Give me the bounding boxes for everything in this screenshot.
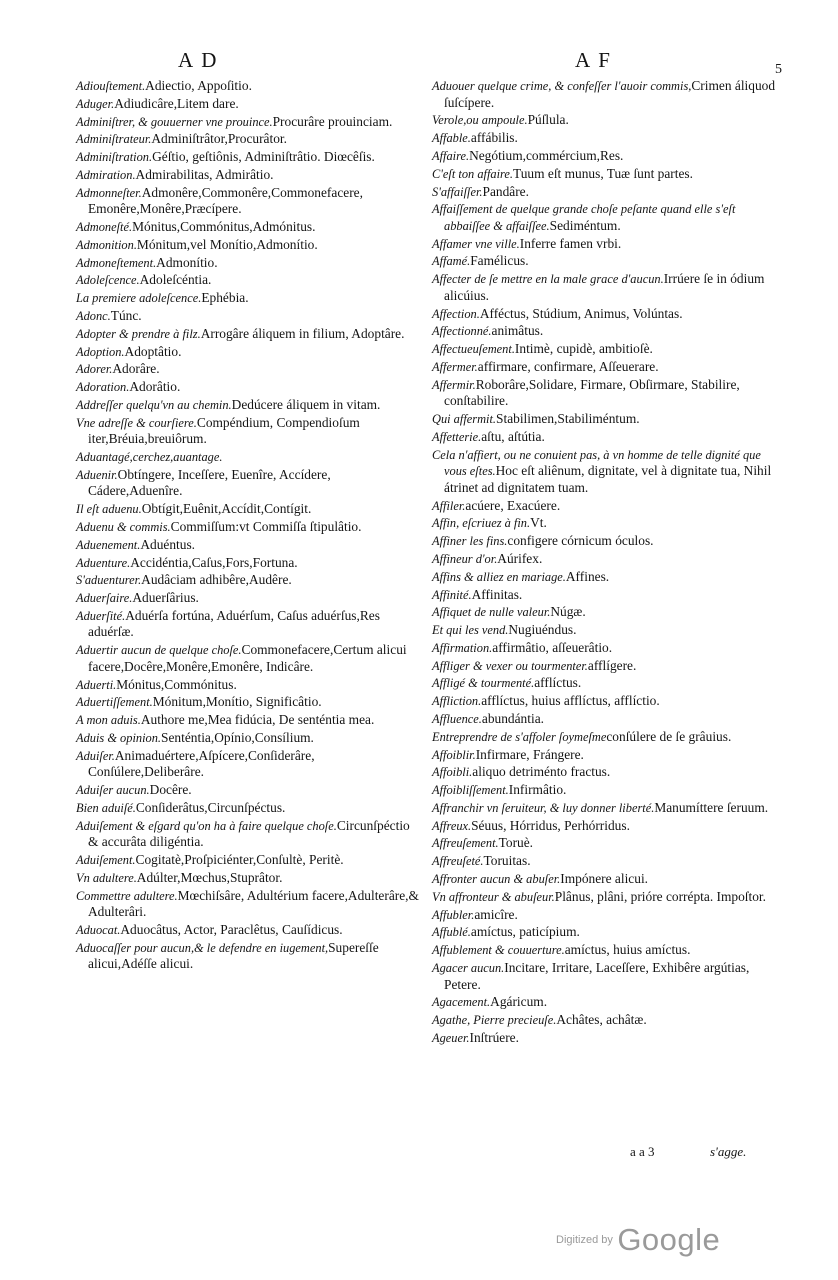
entry-translation: Géſtio, geſtiônis, Adminiſtrâtio. Diœcêſis. (152, 149, 375, 165)
dictionary-entry (432, 622, 782, 639)
entry-headword: Aduiſer. (76, 748, 115, 763)
dictionary-entry (432, 377, 782, 410)
catchword: s'agge. (710, 1144, 747, 1159)
entry-translation: Afféctus, Stúdium, Animus, Volúntas. (479, 305, 683, 321)
entry-translation: Arrogâre áliquem in filium, Adoptâre. (200, 325, 405, 341)
dictionary-entry (76, 537, 422, 554)
dictionary-entry (432, 166, 782, 183)
entry-translation: Aúrifex. (497, 550, 543, 566)
entry-translation: Aduocâtus, Actor, Paraclêtus, Cauſídicus. (120, 922, 343, 937)
dictionary-entry (432, 835, 782, 852)
entry-headword: Affoibliſſement. (432, 783, 509, 798)
entry-translation: Admonêre,Commonêre,Commonefacere, Emonêre,Monêre,Præcípere. (88, 184, 363, 217)
dictionary-entry (432, 889, 782, 906)
entry-translation: Plânus, plâni, prióre corrépta. Impoſtor. (554, 888, 766, 904)
entry-headword: Affluence. (432, 712, 482, 726)
entry-translation: Mónitus,Commónitus,Admónitus. (132, 219, 316, 235)
dictionary-entry (76, 922, 422, 939)
entry-translation: Mónitum,Monítio, Significâtio. (152, 694, 322, 710)
dictionary-entry (432, 130, 782, 147)
entry-headword: Adonc. (76, 308, 111, 323)
dictionary-entry (76, 782, 422, 799)
entry-translation: Famélicus. (470, 253, 529, 269)
entry-headword: Aduocat. (76, 923, 121, 937)
entry-headword: Agacer aucun. (432, 960, 505, 975)
entry-headword: Adopter & prendre à filz. (76, 326, 201, 341)
dictionary-entry (76, 888, 422, 921)
entry-headword: Aduis & opinion. (76, 730, 162, 745)
entry-headword: Affreuſement. (432, 836, 499, 851)
entry-translation: Impónere alicui. (560, 871, 649, 887)
dictionary-entry (432, 640, 782, 657)
entry-translation: Procurâre prouinciam. (272, 113, 393, 129)
entry-headword: Affliction. (432, 694, 482, 709)
entry-headword: Cela n'affiert, ou ne conuient pas, à vn homme de telle dignité que vous eſtes. (432, 447, 761, 479)
dictionary-entry (76, 272, 422, 289)
entry-headword: La premiere adoleſcence. (76, 291, 202, 306)
entry-headword: Verole,ou ampoule. (432, 113, 528, 128)
dictionary-entry (76, 114, 422, 131)
right-column (432, 78, 782, 1048)
entry-headword: Affineur d'or. (432, 551, 498, 566)
entry-translation: Conſiderâtus,Circunſpéctus. (135, 799, 286, 815)
entry-translation: Dedúcere áliquem in vitam. (231, 396, 381, 412)
dictionary-entry (76, 379, 422, 396)
dictionary-entry (432, 994, 782, 1011)
entry-translation: Ephébia. (201, 290, 249, 306)
entry-translation: Manumíttere ſeruum. (654, 799, 769, 815)
dictionary-entry (76, 572, 422, 589)
entry-headword: Affetterie. (432, 429, 482, 444)
entry-translation: acúere, Exacúere. (465, 497, 561, 513)
entry-headword: Bien aduiſé. (76, 800, 136, 815)
entry-headword: Affreux. (432, 818, 472, 833)
dictionary-entry (76, 940, 422, 973)
entry-headword: Ageuer. (432, 1030, 470, 1045)
dictionary-entry (76, 219, 422, 236)
dictionary-entry (76, 694, 422, 711)
dictionary-entry (432, 729, 782, 746)
entry-translation: Toruè. (498, 835, 534, 851)
entry-translation: Adiectio, Appoſitio. (145, 78, 252, 93)
entry-headword: Admonition. (76, 237, 137, 252)
entry-headword: Affliger & vexer ou tourmenter. (432, 658, 588, 673)
entry-translation: animâtus. (491, 323, 544, 339)
entry-translation: afflígere. (587, 657, 637, 673)
entry-translation: Inſtrúere. (469, 1029, 519, 1045)
dictionary-entry (76, 96, 422, 113)
dictionary-entry (76, 642, 422, 675)
dictionary-entry (76, 149, 422, 166)
dictionary-entry (432, 853, 782, 870)
entry-translation: affirmare, confirmare, Aſſeuerare. (477, 358, 659, 374)
dictionary-entry (76, 255, 422, 272)
dictionary-entry (432, 184, 782, 201)
dictionary-entry (76, 308, 422, 325)
digitization-watermark (556, 1222, 720, 1262)
entry-translation: Adúlter,Mœchus,Stuprâtor. (136, 869, 283, 885)
dictionary-entry (76, 78, 422, 95)
dictionary-entry (76, 870, 422, 887)
entry-headword: Affins & alliez en mariage. (432, 569, 566, 584)
entry-headword: Affinité. (432, 587, 472, 602)
dictionary-entry (76, 677, 422, 694)
entry-headword: Et qui les vend. (432, 623, 509, 638)
dictionary-entry (432, 711, 782, 728)
entry-translation: Roborâre,Solidare, Firmare, Obſirmare, Stabilire, conſtabilire. (444, 376, 740, 409)
google-logo: Google (617, 1222, 721, 1257)
entry-headword: Admonneſter. (76, 185, 142, 200)
entry-translation: Intimè, cupidè, ambitioſè. (514, 341, 653, 357)
entry-translation: amíctus, huius amíctus. (564, 942, 691, 958)
header-letters-left: A D (178, 48, 219, 72)
entry-translation: Authore me,Mea fidúcia, De senténtia mea. (140, 712, 375, 728)
entry-headword: Aduertiſſement. (76, 695, 153, 710)
dictionary-entry (432, 201, 782, 234)
entry-headword: Affection. (432, 306, 480, 321)
dictionary-entry (76, 326, 422, 343)
entry-translation: amíctus, paticípium. (470, 924, 580, 940)
entry-translation: Achâtes, achâtæ. (556, 1012, 647, 1028)
dictionary-entry (432, 1012, 782, 1029)
entry-headword: Adminiſtration. (76, 150, 153, 165)
entry-translation: amicîre. (474, 906, 518, 922)
dictionary-entry (76, 397, 422, 414)
entry-translation: affirmâtio, aſſeuerâtio. (492, 639, 613, 655)
entry-translation: Adminiſtrâtor,Procurâtor. (151, 131, 287, 147)
dictionary-entry (76, 730, 422, 747)
dictionary-entry (432, 306, 782, 323)
entry-translation: Tuum eſt munus, Tuæ ſunt partes. (513, 165, 693, 181)
dictionary-entry (432, 782, 782, 799)
entry-translation: Toruitas. (483, 853, 531, 869)
dictionary-entry (432, 78, 782, 111)
header-letters-right: A F (575, 48, 612, 72)
dictionary-entry (432, 942, 782, 959)
dictionary-entry (76, 608, 422, 641)
entry-translation: aſtu, aſtútia. (481, 428, 545, 444)
entry-headword: Affaiſſement de quelque grande choſe peſante quand elle s'eſt abbaiſſee & affaiſſee. (432, 202, 736, 233)
dictionary-entry (432, 359, 782, 376)
entry-headword: Affublement & couuerture. (432, 943, 565, 958)
dictionary-entry (432, 604, 782, 621)
entry-translation: Aduérſa fortúna, Aduérſum, Caſus aduérſus,Res aduérſæ. (88, 607, 380, 640)
entry-translation: conſúlere de ſe grâuius. (606, 728, 732, 744)
entry-translation: Stabilimen,Stabiliméntum. (496, 411, 640, 427)
entry-translation: Circunſpéctio & accurâta diligéntia. (88, 817, 410, 850)
dictionary-entry (432, 447, 782, 497)
entry-headword: Admoneſtement. (76, 255, 157, 270)
entry-translation: configere córnicum óculos. (507, 533, 654, 549)
entry-headword: Aduertir aucun de quelque choſe. (76, 643, 242, 658)
dictionary-entry (76, 748, 422, 781)
dictionary-entry (432, 924, 782, 941)
entry-headword: Il eſt aduenu. (76, 502, 142, 517)
dictionary-entry (432, 148, 782, 165)
entry-headword: Affiner les fins. (432, 534, 508, 549)
entry-headword: Aduerſaire. (76, 591, 133, 606)
entry-translation: abundántia. (481, 711, 544, 726)
entry-translation: Infirmâtio. (508, 782, 567, 798)
entry-headword: Affirmation. (432, 640, 493, 655)
dictionary-entry (432, 675, 782, 692)
entry-headword: Affamé. (432, 254, 471, 269)
entry-translation: Audâciam adhibêre,Audêre. (141, 572, 292, 588)
dictionary-entry (432, 515, 782, 532)
running-header (0, 48, 838, 77)
dictionary-entry (76, 415, 422, 448)
entry-translation: Adorâtio. (129, 379, 181, 395)
entry-translation: Adoleſcéntia. (139, 272, 212, 288)
dictionary-entry (432, 800, 782, 817)
entry-translation: afflíctus, huius afflíctus, afflíctio. (481, 693, 660, 709)
entry-translation: Affinitas. (471, 586, 523, 602)
entry-translation: affábilis. (470, 130, 518, 146)
entry-translation: Admirabilitas, Admirâtio. (135, 166, 274, 182)
entry-headword: Vn affronteur & abuſeur. (432, 889, 555, 904)
entry-translation: Núgæ. (550, 604, 586, 620)
entry-headword: Aduocaſſer pour aucun,& le defendre en iugement, (76, 940, 329, 955)
entry-translation: Aduéntus. (140, 536, 196, 552)
entry-translation: Docêre. (149, 782, 192, 798)
entry-translation: afflíctus. (534, 675, 582, 691)
dictionary-entry (76, 361, 422, 378)
dictionary-entry (432, 1030, 782, 1047)
entry-headword: Aduerti. (76, 677, 117, 692)
entry-headword: Affoibli. (432, 765, 473, 780)
entry-translation: Séuus, Hórridus, Perhórridus. (471, 817, 630, 833)
entry-translation: Crimen áliquod ſuſcípere. (444, 78, 776, 110)
entry-translation: Cogitatè,Proſpiciénter,Conſultè, Peritè. (135, 852, 344, 868)
dictionary-entry (432, 658, 782, 675)
dictionary-entry (432, 411, 782, 428)
entry-translation: Commiſſum:vt Commiſſa ſtipulâtio. (170, 518, 362, 534)
entry-translation: Accidéntia,Caſus,Fors,Fortuna. (130, 554, 298, 570)
entry-headword: Adoleſcence. (76, 273, 140, 288)
entry-headword: Affectionné. (432, 324, 492, 339)
entry-translation: Commonefacere,Certum alicui facere,Docêre,Monêre,Emonêre, Indicâre. (88, 642, 407, 674)
entry-headword: Affermir. (432, 377, 476, 392)
dictionary-entry (432, 498, 782, 515)
entry-translation: Obtíngere, Inceſſere, Euenîre, Accídere, Cádere,Aduenîre. (88, 466, 331, 499)
dictionary-entry (76, 167, 422, 184)
entry-headword: Addreſſer quelqu'vn au chemin. (76, 397, 232, 412)
entry-headword: S'aduenturer. (76, 573, 142, 588)
entry-headword: Affable. (432, 131, 471, 146)
entry-headword: S'affaiſſer. (432, 184, 483, 199)
dictionary-entry (76, 185, 422, 218)
entry-headword: Affranchir vn ſeruiteur, & luy donner liberté. (432, 800, 655, 815)
entry-translation: Senténtia,Opínio,Consílium. (161, 729, 314, 745)
entry-translation: Túnc. (110, 307, 142, 323)
entry-headword: Aduouer quelque crime, & confeſſer l'auoir commis, (432, 79, 692, 93)
dictionary-entry (432, 871, 782, 888)
entry-headword: C'eſt ton affaire. (432, 166, 514, 181)
entry-translation: Mónitus,Commónitus. (116, 676, 237, 692)
entry-translation: Púſlula. (527, 112, 569, 128)
entry-headword: Affamer vne ville. (432, 236, 520, 251)
entry-headword: Aduenement. (76, 537, 141, 552)
dictionary-entry (432, 533, 782, 550)
entry-translation: Inferre famen vrbi. (519, 235, 622, 251)
dictionary-entry (76, 131, 422, 148)
page-number: 5 (775, 62, 784, 77)
entry-headword: Aduerſité. (76, 608, 126, 623)
dictionary-entry (432, 429, 782, 446)
entry-headword: Affin, eſcriuez à fin. (432, 516, 531, 531)
entry-translation: Adiudicâre,Litem dare. (114, 95, 239, 111)
entry-headword: Admoneſté. (76, 220, 133, 235)
entry-translation: Obtígit,Euênit,Accídit,Contígit. (141, 501, 312, 517)
entry-translation: Supereſſe alicui,Adéſſe alicui. (88, 939, 379, 972)
entry-headword: Affermer. (432, 359, 478, 374)
entry-headword: Affecter de ſe mettre en la male grace d'aucun. (432, 272, 664, 287)
entry-headword: Aduenu & commis. (76, 519, 171, 534)
dictionary-entry (432, 253, 782, 270)
entry-headword: Affubler. (432, 907, 475, 922)
entry-translation: Irrúere ſe in ódium alicúius. (444, 271, 765, 303)
entry-headword: A mon aduis. (76, 713, 141, 728)
entry-headword: Vn adultere. (76, 870, 137, 885)
entry-headword: Entreprendre de s'affoler ſoymeſme (432, 729, 607, 744)
entry-translation: Mónitum,vel Monítio,Admonítio. (136, 236, 318, 252)
entry-headword: Vne adreſſe & courſiere. (76, 415, 197, 430)
entry-headword: Adoption. (76, 344, 125, 359)
page-footer (0, 1144, 838, 1164)
entry-headword: Adminiſtrer, & gouuerner vne prouince. (76, 114, 273, 129)
dictionary-entry (432, 112, 782, 129)
entry-headword: Aduger. (76, 96, 115, 111)
watermark-prefix: Digitized by (556, 1234, 613, 1246)
dictionary-entry (76, 467, 422, 500)
entry-headword: Qui affermit. (432, 412, 497, 427)
dictionary-entry (432, 236, 782, 253)
entry-translation: Sediméntum. (549, 217, 621, 233)
dictionary-entry (432, 323, 782, 340)
entry-headword: Admiration. (76, 167, 136, 182)
dictionary-entry (432, 693, 782, 710)
entry-translation: Negótium,commércium,Res. (469, 147, 624, 163)
dictionary-entry (76, 519, 422, 536)
entry-headword: Adorer. (76, 362, 113, 377)
dictionary-entry (76, 712, 422, 729)
left-column (76, 78, 422, 974)
entry-translation: Affines. (565, 568, 610, 584)
entry-translation: Agáricum. (490, 994, 548, 1010)
entry-headword: Agacement. (432, 995, 491, 1010)
dictionary-entry (76, 852, 422, 869)
entry-headword: Aduiſement. (76, 853, 136, 868)
dictionary-entry (76, 590, 422, 607)
entry-translation: Admonítio. (156, 254, 218, 270)
entry-headword: Commettre adultere. (76, 888, 178, 903)
entry-translation: Pandâre. (482, 183, 529, 199)
dictionary-entry (76, 818, 422, 851)
entry-headword: Aduiſement & eſgard qu'on ha à faire quelque choſe. (76, 818, 337, 833)
entry-translation: Nugiuéndus. (508, 622, 577, 638)
dictionary-entry (76, 555, 422, 572)
entry-headword: Affoiblir. (432, 747, 476, 762)
entry-translation: Hoc eſt aliênum, dignitate, vel à dignitate tua, Nihil átrinet ad dignitatem tuam. (444, 463, 772, 495)
entry-headword: Affublé. (432, 925, 471, 940)
dictionary-entry (76, 449, 422, 466)
entry-headword: Adiouſtement. (76, 79, 146, 93)
entry-headword: Adoration. (76, 380, 130, 395)
entry-headword: Affectueuſement. (432, 342, 515, 357)
dictionary-entry (432, 587, 782, 604)
entry-translation: Incitare, Irritare, Laceſſere, Exhibêre argútias, Petere. (444, 959, 750, 992)
entry-headword: Affreuſeté. (432, 854, 484, 869)
entry-translation: Infirmare, Frángere. (475, 746, 584, 762)
entry-headword: Aduenir. (76, 467, 118, 482)
dictionary-entry (432, 271, 782, 304)
entry-headword: Affligé & tourmenté. (432, 676, 535, 691)
entry-headword: Affronter aucun & abuſer. (432, 872, 561, 887)
dictionary-entry (76, 290, 422, 307)
entry-translation: Adorâre. (112, 361, 160, 377)
entry-translation: Aduerſârius. (132, 590, 199, 606)
entry-headword: Affaire. (432, 148, 470, 163)
entry-translation: aliquo detriménto fractus. (472, 764, 611, 780)
dictionary-entry (76, 501, 422, 518)
dictionary-entry (432, 907, 782, 924)
entry-headword: Affiquet de nulle valeur. (432, 605, 551, 620)
dictionary-entry (432, 747, 782, 764)
entry-headword: Aduiſer aucun. (76, 783, 150, 798)
dictionary-entry (432, 764, 782, 781)
dictionary-entry (76, 237, 422, 254)
entry-headword: Adminiſtrateur. (76, 132, 152, 147)
entry-translation: Mœchiſsâre, Adultérium facere,Adulterâre,& Adulterâri. (88, 887, 419, 920)
dictionary-entry (432, 341, 782, 358)
dictionary-entry (432, 551, 782, 568)
entry-translation: Adoptâtio. (124, 343, 182, 359)
dictionary-entry (432, 818, 782, 835)
dictionary-entry (76, 344, 422, 361)
entry-translation: Vt. (530, 515, 547, 531)
dictionary-entry (432, 960, 782, 993)
entry-translation: Compéndium, Compendioſum iter,Bréuia,breuiôrum. (88, 414, 360, 447)
entry-translation: Animaduértere,Aſpícere,Conſiderâre, Conſúlere,Deliberâre. (88, 747, 315, 780)
entry-headword: Agathe, Pierre precieuſe. (432, 1013, 557, 1028)
entry-headword: Aduantagé,cerchez,auantage. (76, 450, 223, 465)
entry-headword: Affiler. (432, 498, 466, 513)
entry-headword: Aduenture. (76, 555, 131, 570)
dictionary-entry (76, 800, 422, 817)
dictionary-entry (432, 569, 782, 586)
signature-mark: a a 3 (630, 1144, 655, 1159)
